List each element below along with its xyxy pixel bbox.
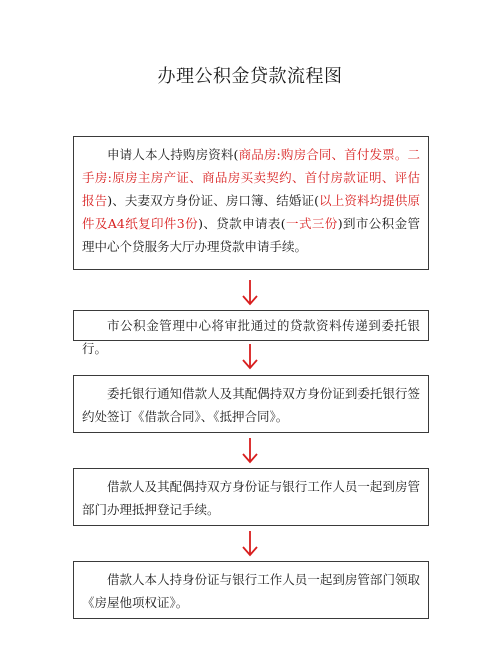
step-1-segment-1: 申请人本人持购房资料( [107,147,239,162]
step-1-segment-6: 一式三份 [285,216,338,231]
step-1-segment-3: )、夫妻双方身份证、房口簿、结婚证( [107,193,320,208]
step-1-box [73,136,429,270]
down-arrow-icon [241,279,259,306]
step-2-box [73,310,429,356]
down-arrow-icon [241,437,259,464]
step-3-text: 委托银行通知借款人及其配偶持双方身份证到委托银行签约处签订《借款合同》、《抵押合同》。 [82,386,420,424]
step-3-box [73,375,429,433]
step-2-text: 市公积金管理中心将审批通过的贷款资料传递到委托银行。 [82,318,420,356]
step-1-segment-7: )到市公积金管理中心个贷服务大厅办理贷款申请手续。 [82,216,420,254]
step-5-box [73,561,429,619]
down-arrow-icon [241,343,259,370]
step-5-text: 借款人本人持身份证与银行工作人员一起到房管部门领取《房屋他项权证》。 [82,572,420,610]
down-arrow-icon [241,530,259,557]
step-1-segment-4: 以上资料均提供原件及A4纸复印件3份 [82,193,420,231]
step-1-segment-5: )、贷款申请表( [198,216,286,231]
step-1-segment-2: 商品房:购房合同、首付发票。二手房:原房主房产证、商品房买卖契约、首付房款证明、评估报告 [82,147,420,208]
step-4-text: 借款人及其配偶持双方身份证与银行工作人员一起到房管部门办理抵押登记手续。 [82,479,420,517]
step-4-box [73,468,429,526]
page-title: 办理公积金贷款流程图 [157,66,343,87]
step-1-text [82,143,420,258]
